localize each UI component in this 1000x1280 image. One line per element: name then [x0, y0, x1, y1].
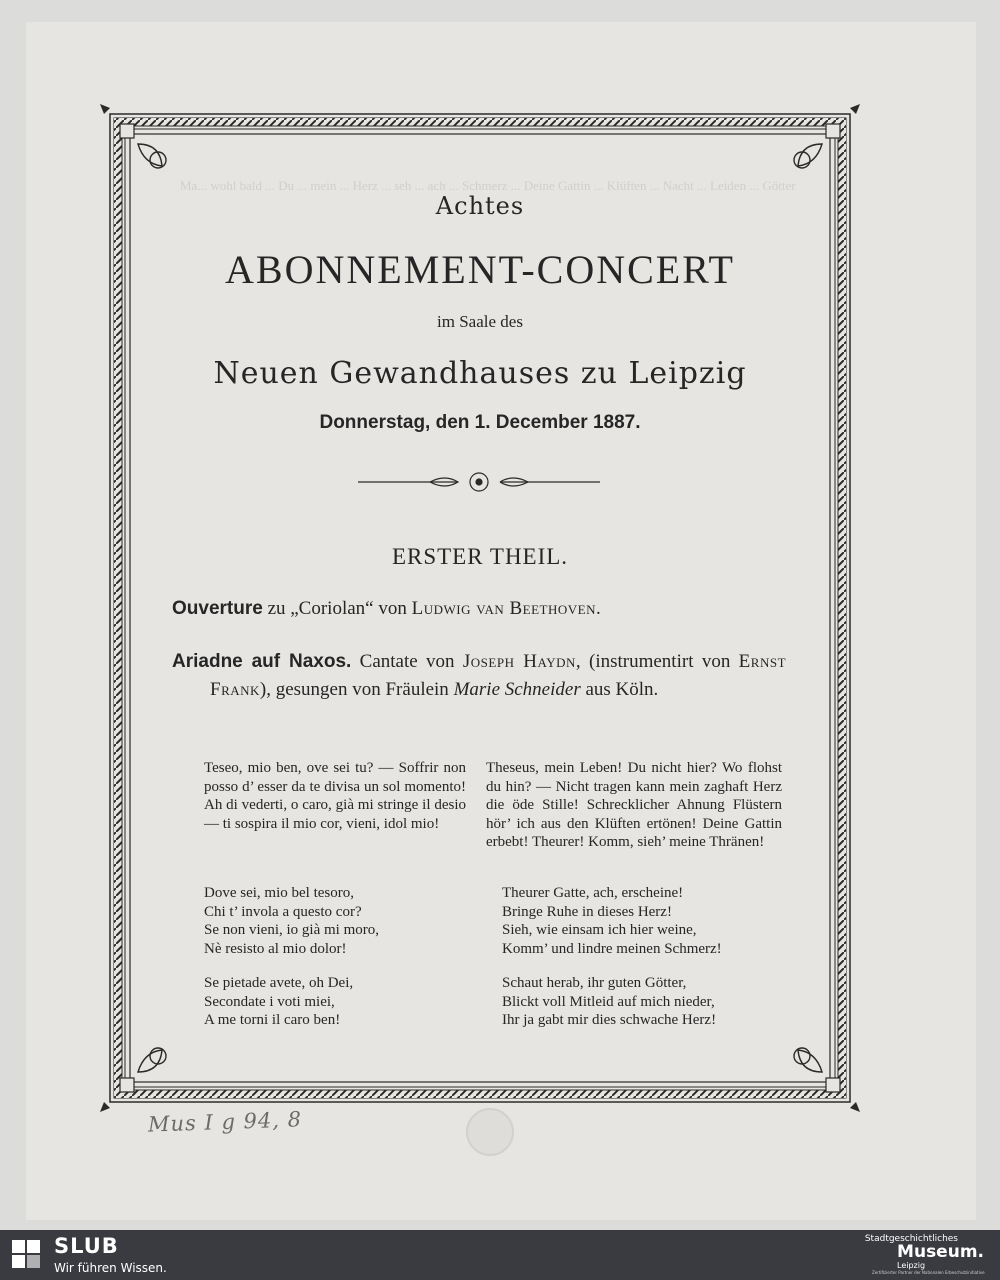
item-text: ), gesungen von Fräulein	[259, 679, 454, 700]
museum-city: Leipzig	[897, 1261, 926, 1270]
item-text: , (instrumentirt von	[575, 651, 739, 672]
lyric-text: Theseus, mein Leben! Du nicht hier? Wo flohst du hin? — Nicht tragen kann mein zaghaft Herz die öde Stille! Schrecklicher Ahnung Flüstern hör’ ich aus den Klüften ertönen! Deine Gattin erbebt! Theurer! Komm, sieh’ meine Thränen!	[486, 760, 782, 850]
lyric-line: Chi t’ invola a questo cor?	[204, 903, 362, 920]
lyric-line: Nè resisto al mio dolor!	[204, 940, 347, 957]
subtitle: im Saale des	[437, 312, 523, 331]
lyric-line: Bringe Ruhe in dieses Herz!	[502, 903, 672, 920]
lyric-line: Secondate i voti miei,	[204, 993, 335, 1010]
lyric-line: Se pietade avete, oh Dei,	[204, 975, 354, 991]
lyric-line: Sieh, wie einsam ich hier weine,	[502, 922, 697, 938]
item-text: aus Köln.	[580, 679, 659, 700]
lyric-line: Ihr ja gabt mir dies schwache Herz!	[502, 1012, 717, 1028]
lyric-line: Dove sei, mio bel tesoro,	[204, 885, 354, 901]
lyric-line: Komm’ und lindre meinen Schmerz!	[502, 940, 722, 957]
slub-name[interactable]: SLUB	[54, 1234, 119, 1258]
italian-recitative	[204, 759, 466, 833]
part-heading: ERSTER THEIL.	[391, 544, 569, 569]
concert-date: Donnerstag, den 1. December 1887.	[319, 412, 641, 433]
slub-logo-icon[interactable]	[12, 1240, 40, 1268]
german-recitative	[486, 759, 782, 852]
italian-aria-verse-1	[204, 884, 379, 958]
lyric-line: A me torni il caro ben!	[204, 1012, 341, 1028]
library-stamp	[466, 1108, 514, 1156]
lyric-line: Blickt voll Mitleid auf mich nieder,	[502, 993, 715, 1010]
item-title: Ariadne auf Naxos.	[172, 651, 352, 672]
museum-logo-text[interactable]: Museum.	[897, 1242, 984, 1262]
program-item-cantata	[172, 648, 786, 704]
museum-label: Stadtgeschichtliches	[864, 1234, 958, 1244]
composer-name: Joseph Haydn	[462, 651, 576, 672]
program-item-overture	[172, 598, 601, 620]
slub-slogan: Wir führen Wissen.	[54, 1261, 167, 1275]
item-title: Ouverture	[172, 598, 263, 619]
lyric-line: Theurer Gatte, ach, erscheine!	[502, 885, 684, 901]
lyric-line: Schaut herab, ihr guten Götter,	[502, 975, 687, 991]
german-aria-verse-2	[502, 974, 716, 1030]
composer-name: Ludwig van Beethoven	[411, 598, 596, 619]
venue: Neuen Gewandhauses zu Leipzig	[213, 356, 747, 391]
item-end: .	[595, 598, 601, 619]
lyric-text: Teseo, mio ben, ove sei tu? — Soffrir non posso d’ esser da te divisa un sol momento! Ah di vederti, o caro, già mi stringe il desio — ti sospira il mio cor, vieni, idol mio!	[204, 760, 466, 832]
footer-bar	[0, 1230, 1000, 1280]
arranger-name: Ernst Frank	[210, 651, 787, 700]
item-text: zu „Coriolan“ von	[262, 598, 412, 619]
page-title: ABONNEMENT-CONCERT	[225, 247, 735, 292]
lyric-line: Se non vieni, io già mi moro,	[204, 922, 379, 938]
concert-number: Achtes	[435, 192, 525, 220]
italian-aria-verse-2	[204, 974, 353, 1030]
singer-name: Marie Schneider	[453, 679, 581, 700]
museum-partner-note: Zertifizierter Partner der Nationalen Erbeschutzinitiative	[872, 1270, 985, 1275]
german-aria-verse-1	[502, 884, 722, 958]
item-text: Cantate von	[351, 651, 463, 672]
shelfmark-signature: Mus I g 94, 8	[147, 1107, 303, 1137]
